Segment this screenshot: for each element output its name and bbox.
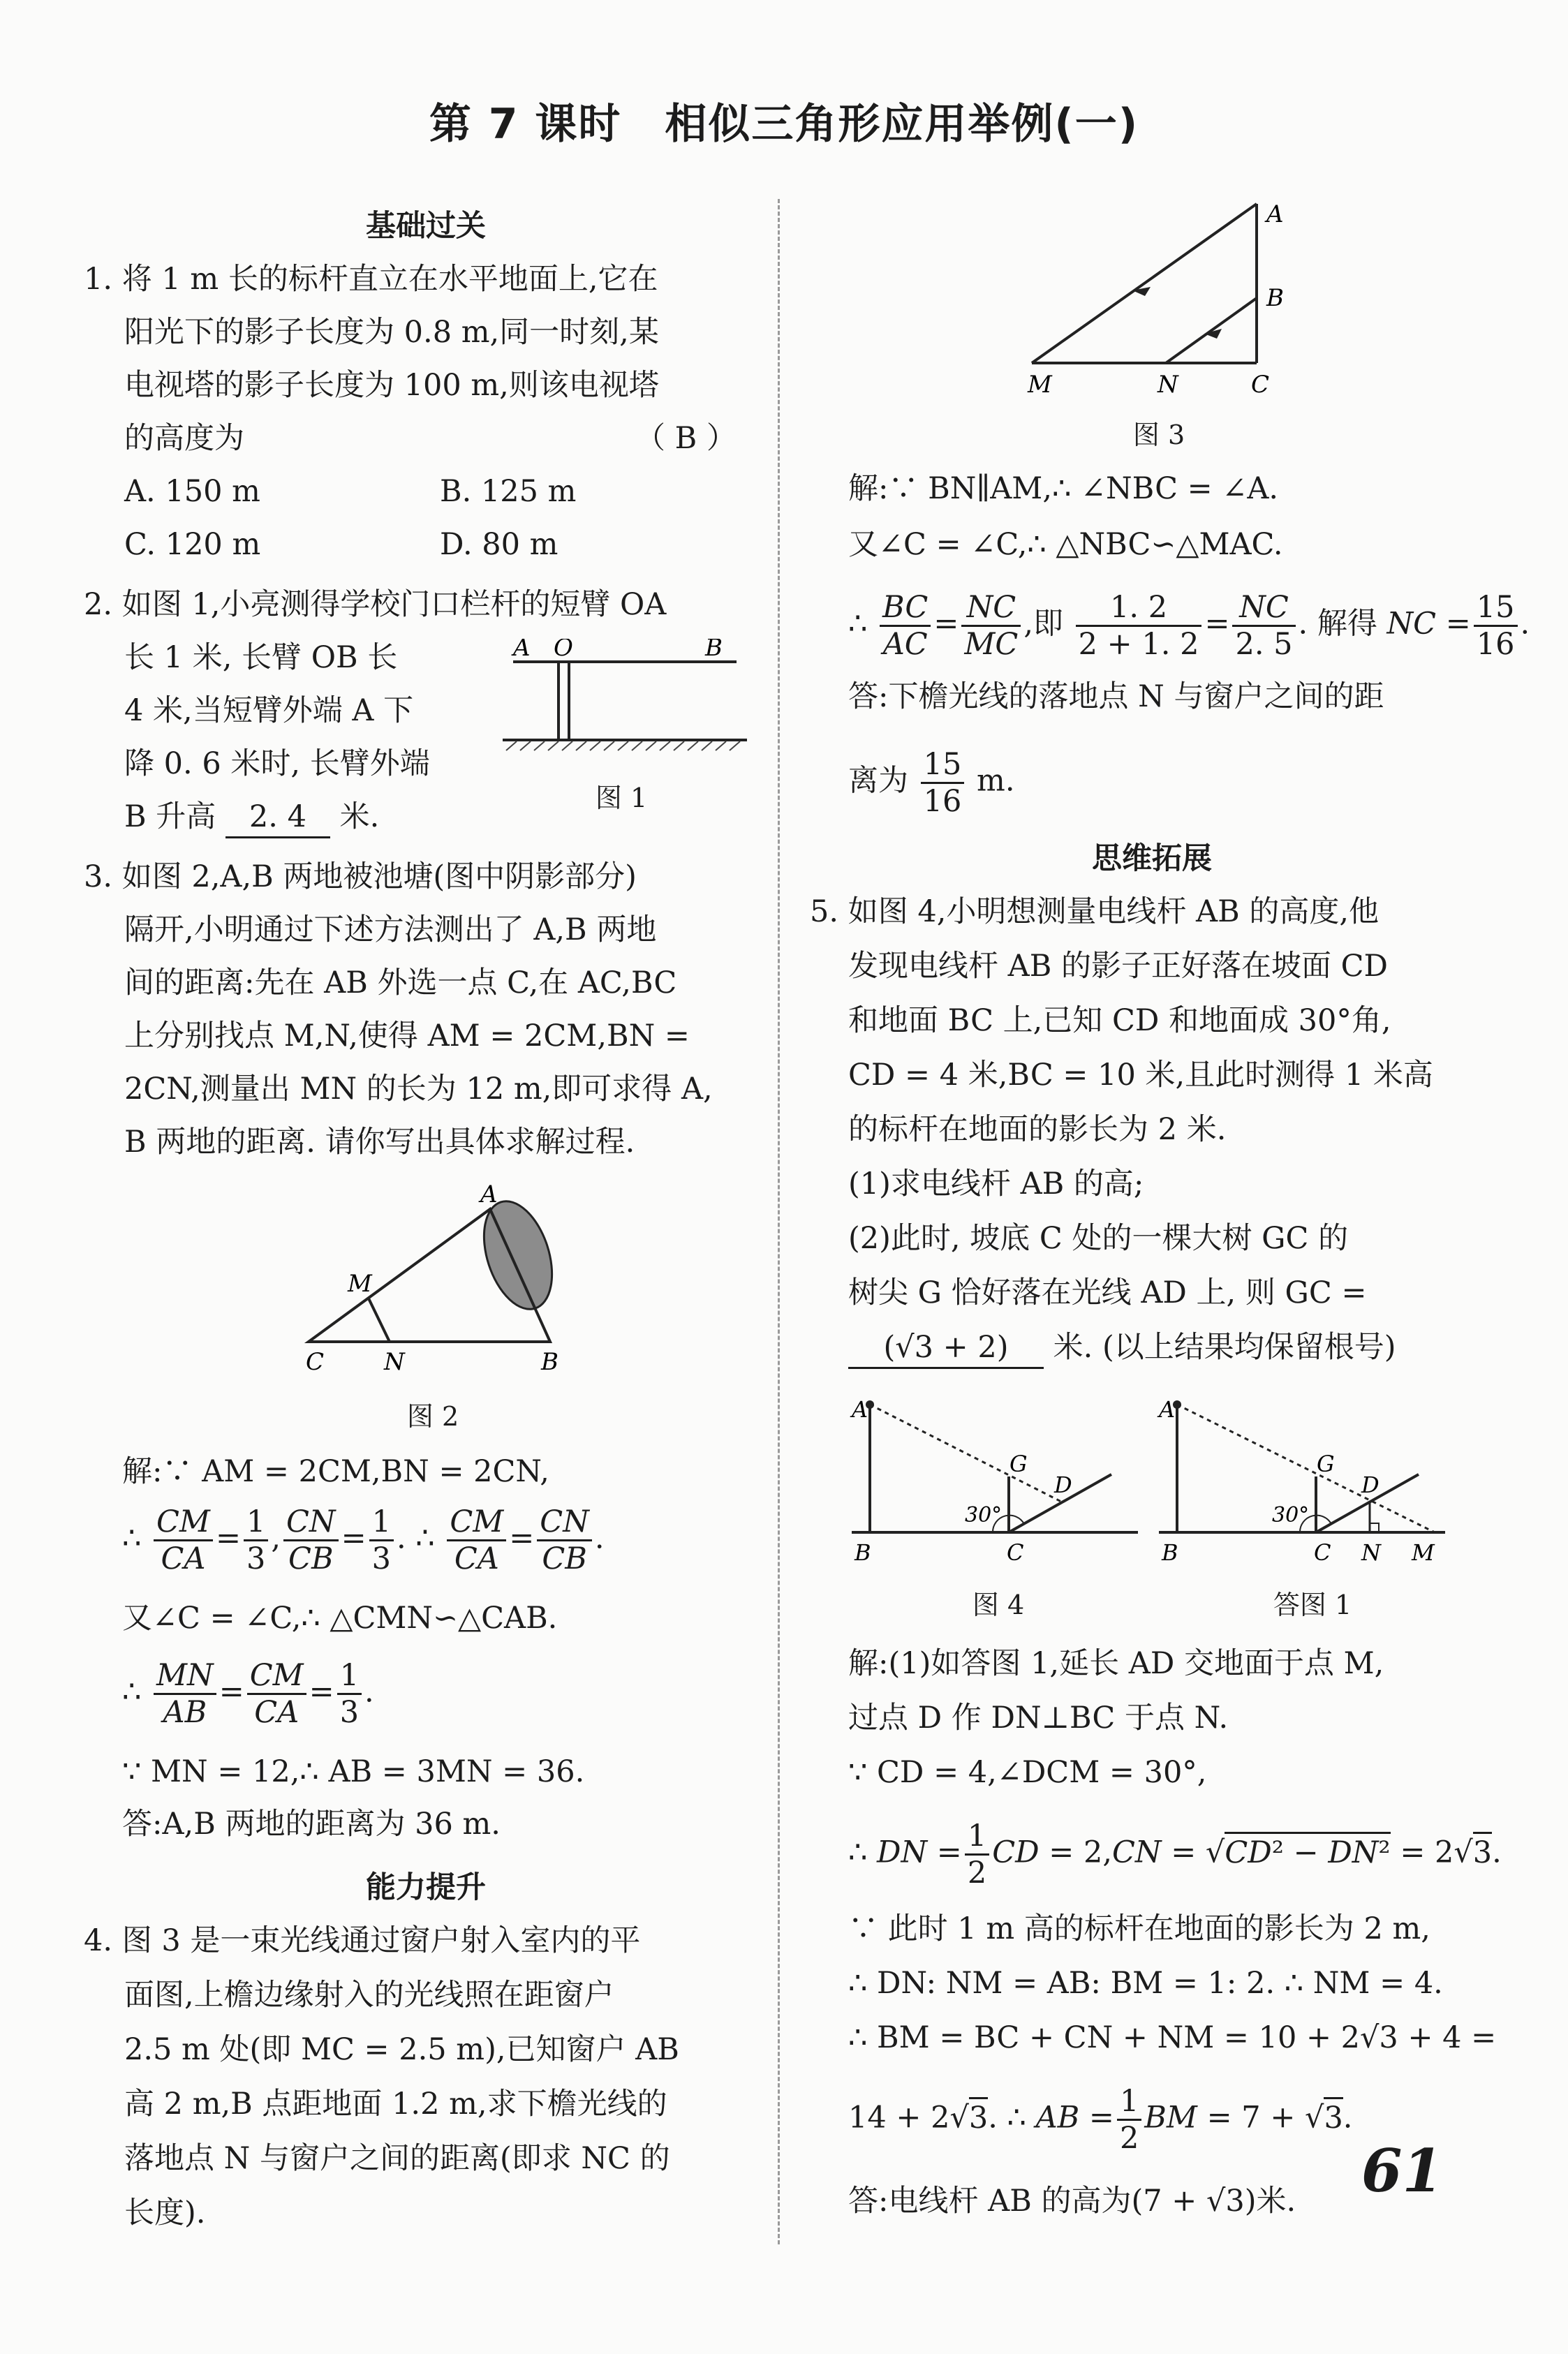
fig4-label-a: A (852, 1396, 868, 1423)
q3-solution-ratio2: ∴ $\frac{MN}{AB}$ = $\frac{CM}{CA}$ = $\frac{1}{3}$ . (122, 1658, 374, 1730)
q2-line: 4 米,当短臂外端 A 下 (124, 693, 414, 728)
fig4-label-g: G (1009, 1451, 1028, 1477)
fig3-label-a: A (1266, 200, 1284, 228)
q1-option-b: B. 125 m (440, 474, 577, 509)
ans-fig-label-c: C (1314, 1539, 1331, 1566)
q3-line: 上分别找点 M,N,使得 AM = 2CM,BN = (124, 1019, 690, 1053)
fig3-label-n: N (1157, 371, 1178, 398)
figure-2-pond (293, 1180, 572, 1375)
q4-line: 2.5 m 处(即 MC = 2.5 m),已知窗户 AB (124, 2032, 679, 2067)
page-number: 61 (1361, 2136, 1443, 2205)
q1-line: 阳光下的影子长度为 0.8 m,同一时刻,某 (124, 315, 659, 350)
q5-line: 的标杆在地面的影长为 2 米. (848, 1112, 1227, 1147)
fig1-label-o: O (554, 639, 573, 662)
ans-fig-label-m: M (1412, 1539, 1435, 1566)
q4-solution-line: 解:∵ BN∥AM,∴ ∠NBC = ∠A. (848, 471, 1279, 506)
fig2-label-a: A (480, 1180, 498, 1208)
q5-line: 和地面 BC 上,已知 CD 和地面成 30°角, (848, 1003, 1391, 1038)
q3-solution-line: ∵ MN = 12,∴ AB = 3MN = 36. (122, 1754, 585, 1789)
q1-line: 电视塔的影子长度为 100 m,则该电视塔 (124, 368, 659, 403)
q5-line: (2)此时, 坡底 C 处的一棵大树 GC 的 (848, 1221, 1349, 1256)
q3-line: 3. 如图 2,A,B 两地被池塘(图中阴影部分) (84, 859, 637, 894)
q5-solution-line: ∵ CD = 4,∠DCM = 30°, (848, 1755, 1207, 1790)
q4-line: 4. 图 3 是一束光线通过窗户射入室内的平 (84, 1923, 641, 1958)
q5-solution-ab: 14 + 2√3. ∴ AB = $\frac{1}{2}$ BM = 7 + √3. (848, 2084, 1353, 2156)
section-ability: 能力提升 (366, 1870, 486, 1905)
q4-solution-answer: 离为 $\frac{15}{16}$ m. (848, 747, 1015, 819)
q5-line: 5. 如图 4,小明想测量电线杆 AB 的高度,他 (810, 894, 1380, 929)
fig1-label-a: A (513, 639, 531, 662)
ans-fig-label-30: 30° (1272, 1503, 1310, 1527)
section-thinking: 思维拓展 (1092, 841, 1212, 876)
fig4-caption: 图 4 (972, 1590, 1025, 1620)
q5-line: 树尖 G 恰好落在光线 AD 上, 则 GC = (848, 1275, 1367, 1310)
q1-option-c: C. 120 m (124, 527, 261, 562)
q4-line: 落地点 N 与窗户之间的距离(即求 NC 的 (124, 2141, 670, 2176)
q2-line: 2. 如图 1,小亮测得学校门口栏杆的短臂 OA (84, 587, 667, 622)
q1-line: 的高度为 (124, 421, 244, 456)
q1-answer: （ B ） (635, 421, 737, 456)
q5-line: 发现电线杆 AB 的影子正好落在坡面 CD (848, 949, 1389, 984)
q5-solution-line: ∴ DN: NM = AB: BM = 1: 2. ∴ NM = 4. (848, 1966, 1443, 2001)
ans-fig-label-n: N (1361, 1539, 1381, 1566)
q4-line: 高 2 m,B 点距地面 1.2 m,求下檐光线的 (124, 2087, 667, 2122)
q4-solution-line: 又∠C = ∠C,∴ △NBC∽△MAC. (848, 527, 1283, 562)
q2-text: 米. (339, 799, 380, 834)
ans-fig-label-a: A (1159, 1396, 1176, 1423)
fig4-label-c: C (1007, 1539, 1024, 1566)
q5-solution-dn: ∴ DN = $\frac{1}{2}$ CD = 2,CN = √CD² − DN² = 2√3. (848, 1819, 1502, 1890)
q5-line (848, 1328, 1396, 1369)
q3-solution-line: 答:A,B 两地的距离为 36 m. (122, 1807, 501, 1842)
ans-fig-label-b: B (1162, 1539, 1178, 1566)
q2-line: 长 1 米, 长臂 OB 长 (124, 640, 398, 675)
q3-solution-line: 解:∵ AM = 2CM,BN = 2CN, (122, 1454, 549, 1489)
q3-line: 隔开,小明通过下述方法测出了 A,B 两地 (124, 912, 657, 947)
q2-answer: 2. 4 (225, 797, 330, 838)
q2-line (124, 797, 379, 838)
fig2-label-m: M (348, 1270, 372, 1298)
q5-solution-line: 解:(1)如答图 1,延长 AD 交地面于点 M, (848, 1646, 1384, 1681)
q5-line: (1)求电线杆 AB 的高; (848, 1167, 1144, 1201)
q1-option-a: A. 150 m (124, 474, 260, 509)
q4-line: 面图,上檐边缘射入的光线照在距窗户 (124, 1978, 614, 2013)
fig1-caption: 图 1 (595, 783, 648, 813)
q5-text: 米. (以上结果均保留根号) (1053, 1330, 1396, 1365)
figure-4-pole (845, 1389, 1152, 1571)
fig3-label-c: C (1251, 371, 1270, 398)
q1-option-d: D. 80 m (440, 527, 559, 562)
q5-solution-line: 过点 D 作 DN⊥BC 于点 N. (848, 1701, 1229, 1735)
q4-solution-line: 答:下檐光线的落地点 N 与窗户之间的距 (848, 679, 1384, 714)
q3-line: B 两地的距离. 请你写出具体求解过程. (124, 1125, 635, 1160)
fig2-label-n: N (384, 1348, 405, 1375)
fig3-caption: 图 3 (1132, 420, 1185, 450)
answer-figure-1 (1152, 1389, 1473, 1571)
fig4-label-30: 30° (965, 1503, 1003, 1527)
fig1-label-b: B (705, 639, 723, 662)
fig2-label-c: C (306, 1348, 325, 1375)
q2-text: B 升高 (124, 799, 216, 834)
fig3-label-m: M (1028, 371, 1052, 398)
fig2-label-b: B (541, 1348, 559, 1375)
q2-line: 降 0. 6 米时, 长臂外端 (124, 746, 430, 781)
q5-answer: (√3 + 2) (848, 1328, 1044, 1369)
page-title: 第 7 课时 相似三角形应用举例(一) (429, 100, 1139, 149)
ans-fig-label-g: G (1317, 1451, 1335, 1477)
q5-line: CD = 4 米,BC = 10 米,且此时测得 1 米高 (848, 1058, 1433, 1093)
q3-solution-ratio: ∴ $\frac{CM}{CA}$ = $\frac{1}{3}$ , $\frac{CN}{CB}$ = $\frac{1}{3}$ . ∴ $\frac{CM}{CA}$ = $\frac{CN}{CB}$ . (122, 1504, 605, 1576)
q5-solution-line: 答:电线杆 AB 的高为(7 + √3)米. (848, 2184, 1296, 2219)
fig3-label-b: B (1266, 284, 1284, 312)
q4-solution-text: 离为 (848, 763, 908, 799)
fig4-label-b: B (855, 1539, 871, 1566)
q4-line: 长度). (124, 2196, 206, 2230)
section-basic: 基础过关 (366, 209, 486, 244)
q1-line: 1. 将 1 m 长的标杆直立在水平地面上,它在 (84, 262, 658, 297)
q3-solution-line: 又∠C = ∠C,∴ △CMN∽△CAB. (122, 1601, 558, 1636)
q3-line: 间的距离:先在 AB 外选一点 C,在 AC,BC (124, 965, 677, 1000)
q5-solution-line: ∵ 此时 1 m 高的标杆在地面的影长为 2 m, (848, 1911, 1430, 1946)
q3-line: 2CN,测量出 MN 的长为 12 m,即可求得 A, (124, 1072, 713, 1106)
figure-3-window (1019, 195, 1312, 398)
figure-1-lever (499, 639, 750, 757)
fig2-caption: 图 2 (406, 1401, 459, 1432)
column-divider (778, 199, 780, 2244)
fig4-label-d: D (1054, 1472, 1072, 1498)
q4-solution-ratio: ∴ $\frac{BC}{AC}$ = $\frac{NC}{MC}$ ,即 $\frac{1. 2}{2 + 1. 2}$ = $\frac{NC}{2. 5}$ . 解得 NC = $\frac{15}{16}$ . (848, 590, 1530, 662)
ans-fig-label-d: D (1361, 1472, 1380, 1498)
answer-fig1-caption: 答图 1 (1273, 1590, 1352, 1620)
q5-solution-line: ∴ BM = BC + CN + NM = 10 + 2√3 + 4 = (848, 2020, 1497, 2055)
